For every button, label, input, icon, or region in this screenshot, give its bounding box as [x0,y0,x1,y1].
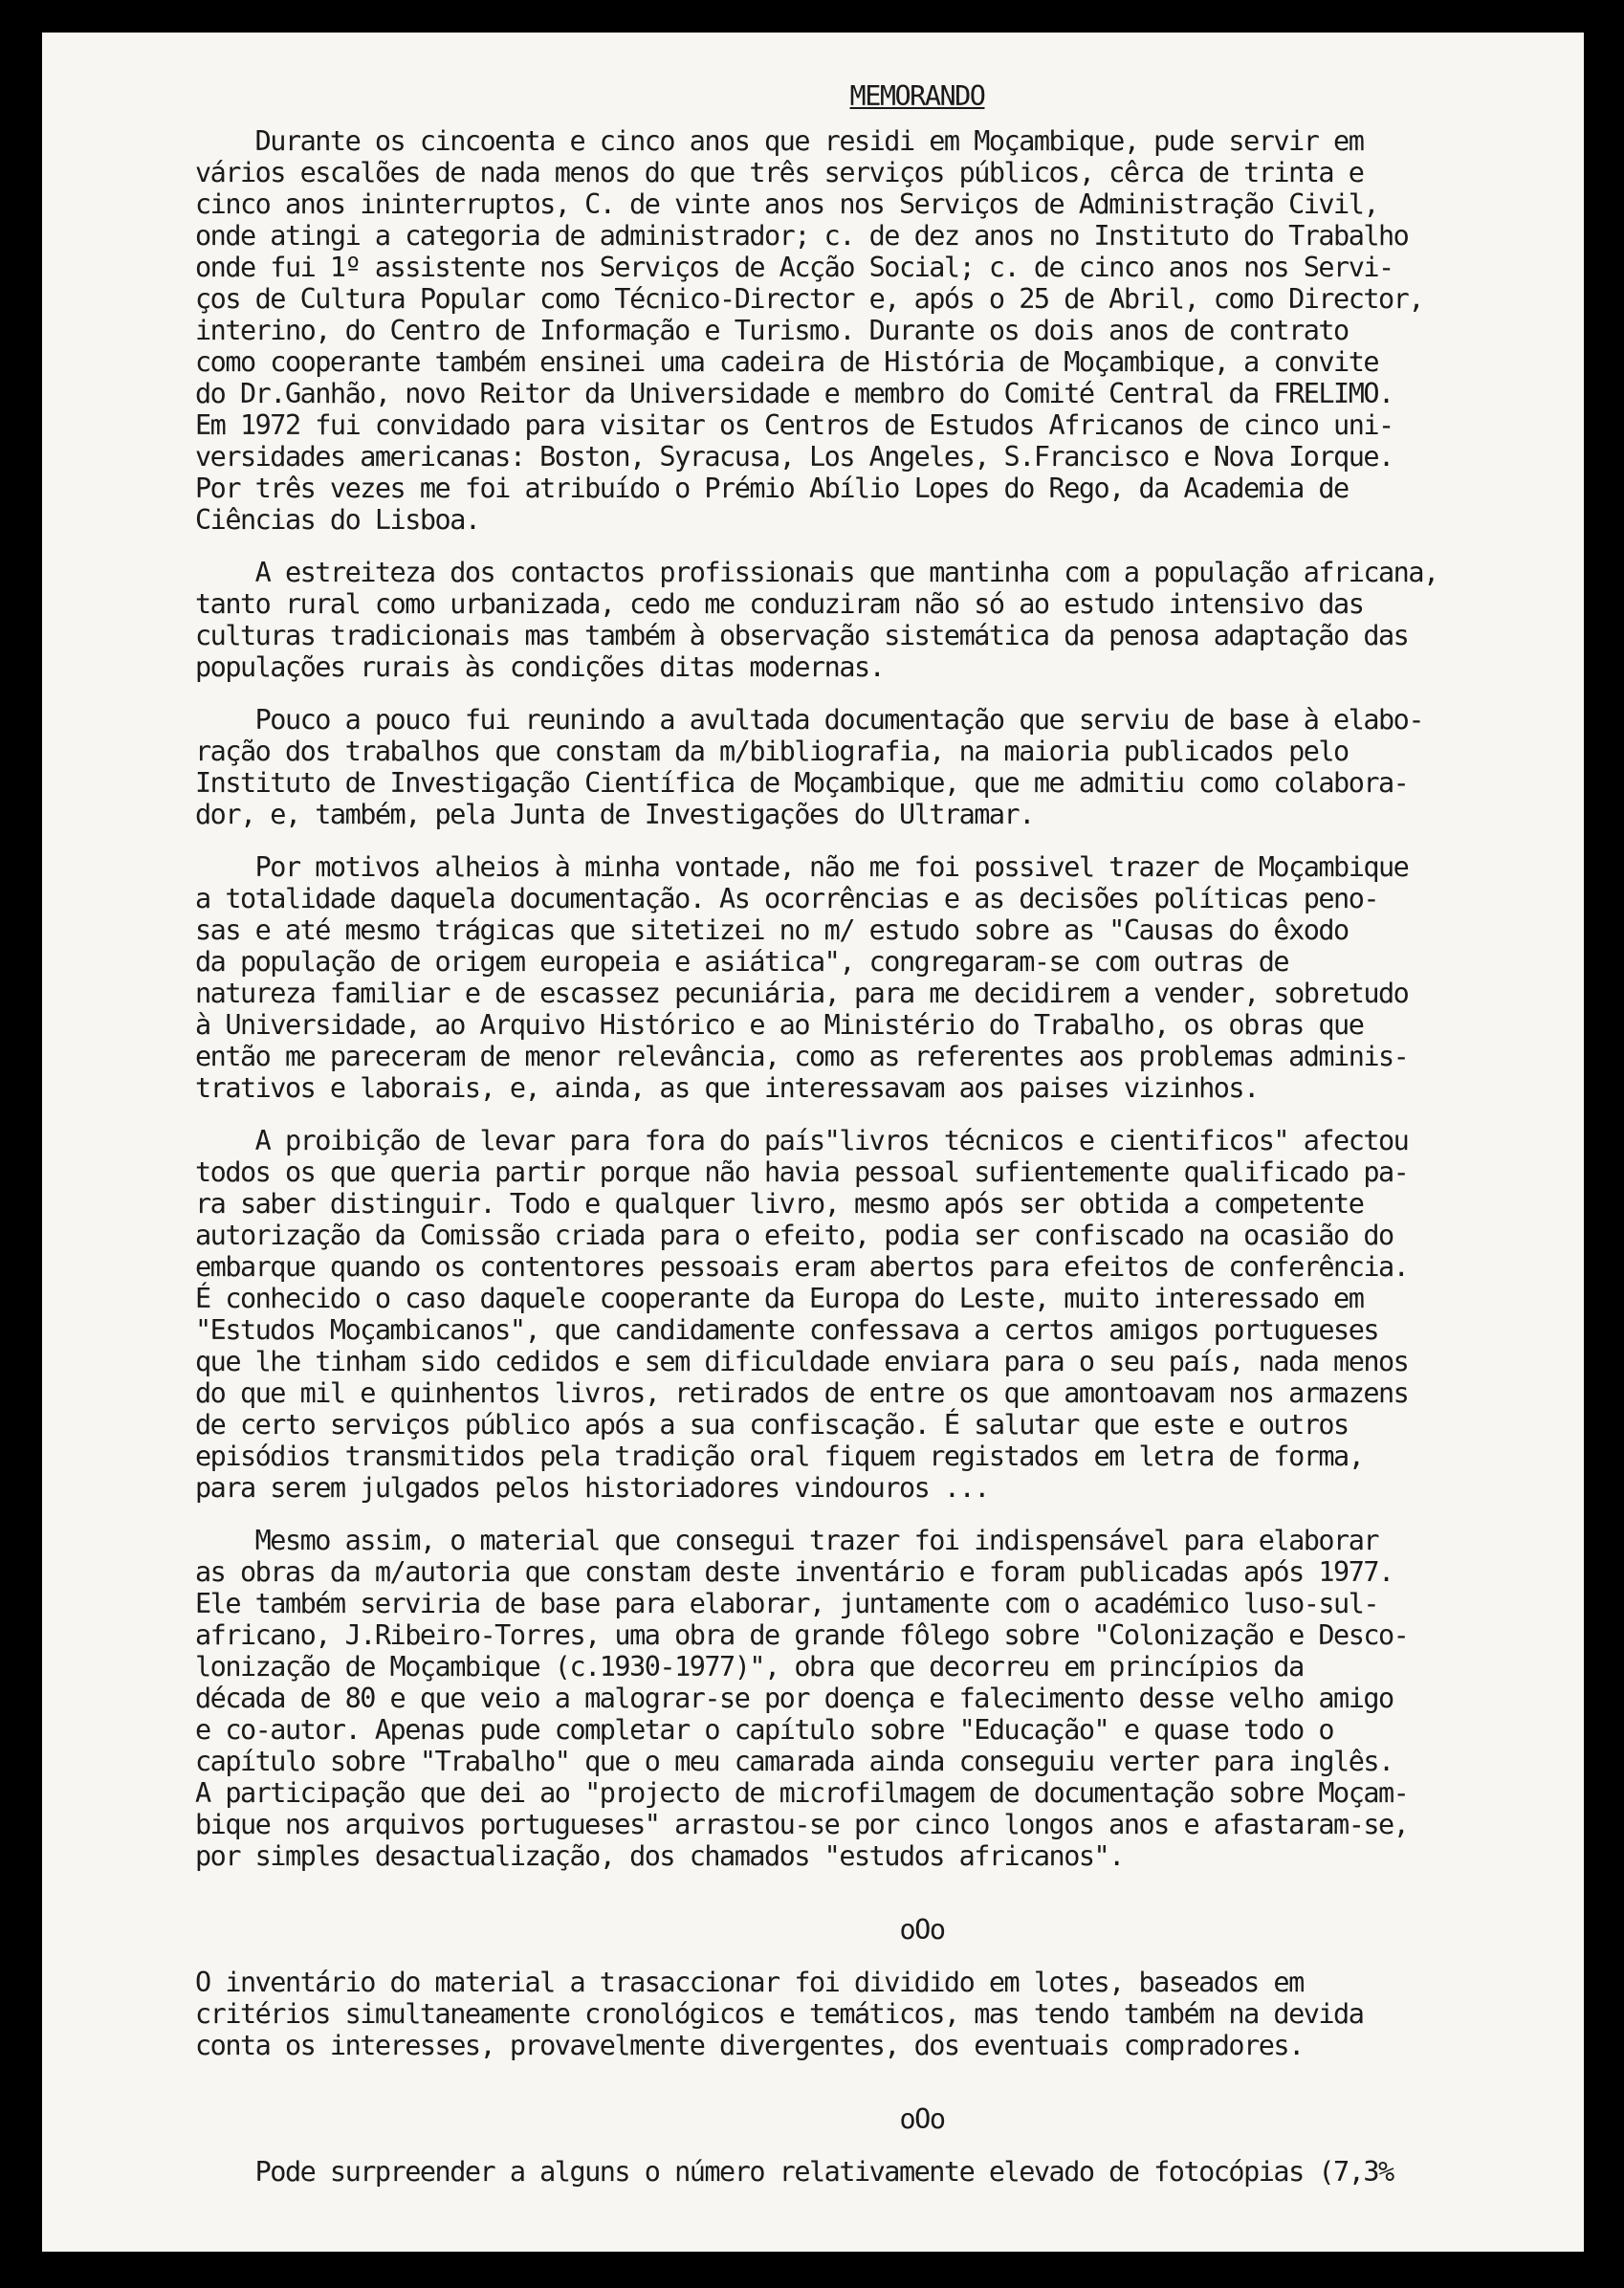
paragraph-6 [195,1525,1572,1872]
text-line: vários escalões de nada menos do que três serviços públicos, cêrca de trinta e [195,157,1364,188]
text-line: Ciências do Lisboa. [195,504,480,536]
text-line: Durante os cincoenta e cinco anos que residi em Moçambique, pude servir em [195,125,1364,157]
text-line: cinco anos ininterruptos, C. de vinte anos nos Serviços de Administração Civil, [195,188,1379,220]
section-separator: oOo [899,1914,945,1946]
text-line: ços de Cultura Popular como Técnico-Director e, após o 25 de Abril, como Director, [195,283,1423,315]
text-line: onde fui 1º assistente nos Serviços de Acção Social; c. de cinco anos nos Servi- [195,252,1394,283]
text-line: interino, do Centro de Informação e Turismo. Durante os dois anos de contrato [195,315,1349,346]
text-line: década de 80 e que veio a malograr-se por doença e falecimento desse velho amigo [195,1683,1394,1714]
text-line: Pode surpreender a alguns o número relativamente elevado de fotocópias (7,3% [195,2156,1394,2188]
text-line: Instituto de Investigação Científica de Moçambique, que me admitiu como colabora- [195,767,1409,799]
text-line: e co-autor. Apenas pude completar o capítulo sobre "Educação" e quase todo o [195,1714,1334,1746]
text-line: de certo serviços público após a sua confiscação. É salutar que este e outros [195,1409,1349,1441]
text-line: Mesmo assim, o material que consegui trazer foi indispensável para elaborar [195,1525,1379,1556]
text-line: O inventário do material a trasaccionar foi dividido em lotes, baseados em [195,1967,1304,1998]
paragraph-8 [195,2156,1572,2188]
text-line: trativos e laborais, e, ainda, as que interessavam aos paises vizinhos. [195,1072,1259,1104]
text-line: então me pareceram de menor relevância, como as referentes aos problemas adminis- [195,1041,1409,1072]
typed-text-body [195,80,1572,2209]
text-line: para serem julgados pelos historiadores vindouros ... [195,1472,989,1504]
memo-title: MEMORANDO [849,80,985,112]
text-line: à Universidade, ao Arquivo Histórico e ao Ministério do Trabalho, os obras que [195,1009,1364,1041]
text-line: tanto rural como urbanizada, cedo me conduziram não só ao estudo intensivo das [195,588,1364,620]
text-line: autorização da Comissão criada para o efeito, podia ser confiscado na ocasião do [195,1220,1394,1251]
text-line: É conhecido o caso daquele cooperante da Europa do Leste, muito interessado em [195,1283,1364,1314]
text-line: onde atingi a categoria de administrador; c. de dez anos no Instituto do Trabalho [195,220,1409,252]
text-line: africano, J.Ribeiro-Torres, uma obra de grande fôlego sobre "Colonização e Desco- [195,1619,1409,1651]
text-line: que lhe tinham sido cedidos e sem dificuldade enviara para o seu país, nada menos [195,1346,1409,1377]
paragraph-3 [195,704,1572,830]
text-line: episódios transmitidos pela tradição oral fiquem registados em letra de forma, [195,1441,1364,1472]
text-line: todos os que queria partir porque não havia pessoal sufientemente qualificado pa- [195,1156,1409,1188]
text-line: conta os interesses, provavelmente divergentes, dos eventuais compradores. [195,2030,1304,2061]
text-line: a totalidade daquela documentação. As ocorrências e as decisões políticas peno- [195,883,1379,914]
paragraph-2 [195,557,1572,683]
text-line: do que mil e quinhentos livros, retirados de entre os que amontoavam nos armazens [195,1377,1409,1409]
text-line: A estreiteza dos contactos profissionais que mantinha com a população africana, [195,557,1438,588]
text-line: "Estudos Moçambicanos", que candidamente confessava a certos amigos portugueses [195,1314,1379,1346]
text-line: Ele também serviria de base para elaborar, juntamente com o académico luso-sul- [195,1588,1379,1619]
text-line: as obras da m/autoria que constam deste inventário e foram publicadas após 1977. [195,1556,1394,1588]
document-page [42,33,1584,2252]
section-separator: oOo [899,2103,945,2135]
text-line: A participação que dei ao "projecto de microfilmagem de documentação sobre Moçam- [195,1777,1409,1809]
text-line: Por três vezes me foi atribuído o Prémio Abílio Lopes do Rego, da Academia de [195,473,1349,504]
text-line: populações rurais às condições ditas modernas. [195,651,885,683]
text-line: ra saber distinguir. Todo e qualquer livro, mesmo após ser obtida a competente [195,1188,1364,1220]
text-line: Em 1972 fui convidado para visitar os Centros de Estudos Africanos de cinco uni- [195,409,1394,441]
text-line: culturas tradicionais mas também à observação sistemática da penosa adaptação das [195,620,1409,651]
text-line: lonização de Moçambique (c.1930-1977)", obra que decorreu em princípios da [195,1651,1304,1683]
text-line: critérios simultaneamente cronológicos e temáticos, mas tendo também na devida [195,1998,1364,2030]
text-line: do Dr.Ganhão, novo Reitor da Universidade e membro do Comité Central da FRELIMO. [195,378,1394,409]
paragraph-7 [195,1967,1572,2061]
text-line: sas e até mesmo trágicas que sitetizei no m/ estudo sobre as "Causas do êxodo [195,914,1349,946]
text-line: natureza familiar e de escassez pecuniária, para me decidirem a vender, sobretudo [195,978,1409,1009]
paragraph-5 [195,1125,1572,1504]
paragraph-1 [195,125,1572,536]
text-line: versidades americanas: Boston, Syracusa, Los Angeles, S.Francisco e Nova Iorque. [195,441,1394,473]
text-line: embarque quando os contentores pessoais eram abertos para efeitos de conferência. [195,1251,1409,1283]
text-line: como cooperante também ensinei uma cadeira de História de Moçambique, a convite [195,346,1379,378]
paragraph-4 [195,851,1572,1104]
text-line: por simples desactualização, dos chamados "estudos africanos". [195,1840,1124,1872]
text-line: A proibição de levar para fora do país"livros técnicos e cientificos" afectou [195,1125,1409,1156]
text-line: Pouco a pouco fui reunindo a avultada documentação que serviu de base à elabo- [195,704,1423,736]
text-line: da população de origem europeia e asiática", congregaram-se com outras de [195,946,1289,978]
text-line: capítulo sobre "Trabalho" que o meu camarada ainda conseguiu verter para inglês. [195,1746,1394,1777]
text-line: bique nos arquivos portugueses" arrastou-se por cinco longos anos e afastaram-se, [195,1809,1409,1840]
text-line: ração dos trabalhos que constam da m/bibliografia, na maioria publicados pelo [195,736,1349,767]
text-line: dor, e, também, pela Junta de Investigações do Ultramar. [195,799,1034,830]
text-line: Por motivos alheios à minha vontade, não me foi possivel trazer de Moçambique [195,851,1409,883]
